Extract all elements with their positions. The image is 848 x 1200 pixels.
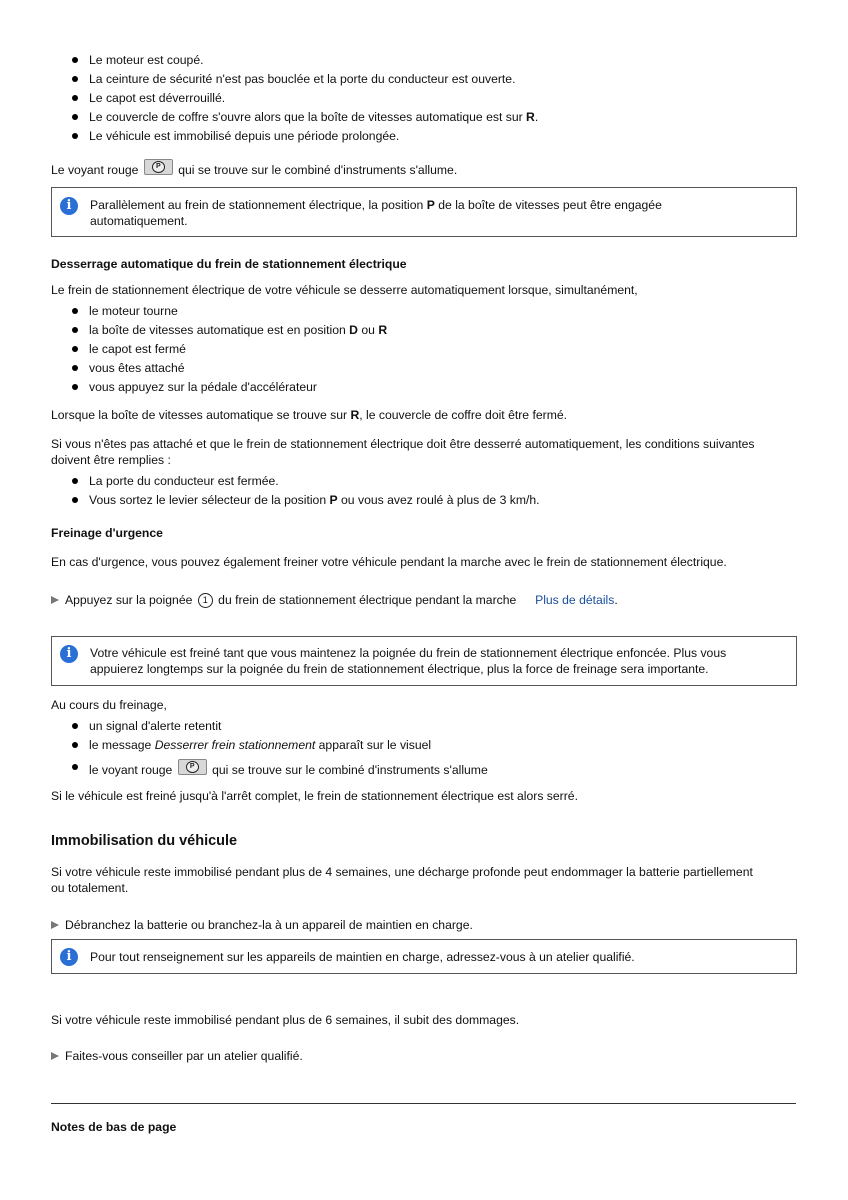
parking-brake-icon: P (178, 759, 207, 775)
info-note (51, 187, 797, 237)
info-icon: i (60, 197, 78, 215)
footnotes-heading: Notes de bas de page (51, 1120, 177, 1134)
info-icon: i (60, 645, 78, 663)
info-icon: i (60, 948, 78, 966)
paragraph: Si votre véhicule reste immobilisé pendant plus de 4 semaines, une décharge profonde peut endommager la batterie partiellement ou totalement. (51, 865, 753, 895)
paragraph: En cas d'urgence, vous pouvez également freiner votre véhicule pendant la marche avec le frein de stationnement électrique. (51, 555, 727, 569)
arrow-icon (51, 596, 59, 604)
note-text: Parallèlement au frein de stationnement électrique, la position P de la boîte de vitesses peut être engagée automatiquement. (90, 198, 662, 228)
paragraph: Lorsque la boîte de vitesses automatique se trouve sur R, le couvercle de coffre doit être fermé. (51, 408, 568, 422)
paragraph: Si vous n'êtes pas attaché et que le frein de stationnement électrique doit être desserré automatiquement, les conditions suivantes doivent être remplies : (51, 437, 755, 467)
section-heading: Desserrage automatique du frein de stationnement électrique (51, 257, 407, 271)
note-text: Votre véhicule est freiné tant que vous maintenez la poignée du frein de stationnement électrique enfoncée. Plus vous appuierez longtemps sur la poignée du frein de stationnement électrique, plus la force de freinage sera importante. (90, 646, 727, 676)
paragraph: Le frein de stationnement électrique de votre véhicule se desserre automatiquement lorsque, simultanément, (51, 283, 638, 297)
divider (51, 1103, 796, 1104)
paragraph: Si votre véhicule reste immobilisé pendant plus de 6 semaines, il subit des dommages. (51, 1013, 520, 1027)
instruction-step: Débranchez la batterie ou branchez-la à un appareil de maintien en charge. (51, 917, 473, 933)
arrow-icon (51, 1052, 59, 1060)
details-link[interactable]: Plus de détails (535, 593, 615, 607)
info-note (51, 939, 797, 974)
instruction-step: Faites-vous conseiller par un atelier qualifié. (51, 1048, 303, 1064)
paragraph: Au cours du freinage, (51, 698, 167, 712)
voyant-paragraph: Le voyant rouge P qui se trouve sur le combiné d'instruments s'allume. (51, 159, 457, 178)
info-note (51, 636, 797, 686)
arrow-icon (51, 921, 59, 929)
instruction-step: Appuyez sur la poignée 1 du frein de stationnement électrique pendant la marche Plus de détails. (51, 592, 618, 608)
note-text: Pour tout renseignement sur les appareils de maintien en charge, adressez-vous à un atelier qualifié. (90, 950, 635, 964)
number-1-icon: 1 (198, 593, 213, 608)
section-heading: Freinage d'urgence (51, 526, 163, 540)
section-heading: Immobilisation du véhicule (51, 833, 238, 849)
parking-brake-icon: P (144, 159, 173, 175)
paragraph: Si le véhicule est freiné jusqu'à l'arrêt complet, le frein de stationnement électrique est alors serré. (51, 789, 578, 803)
